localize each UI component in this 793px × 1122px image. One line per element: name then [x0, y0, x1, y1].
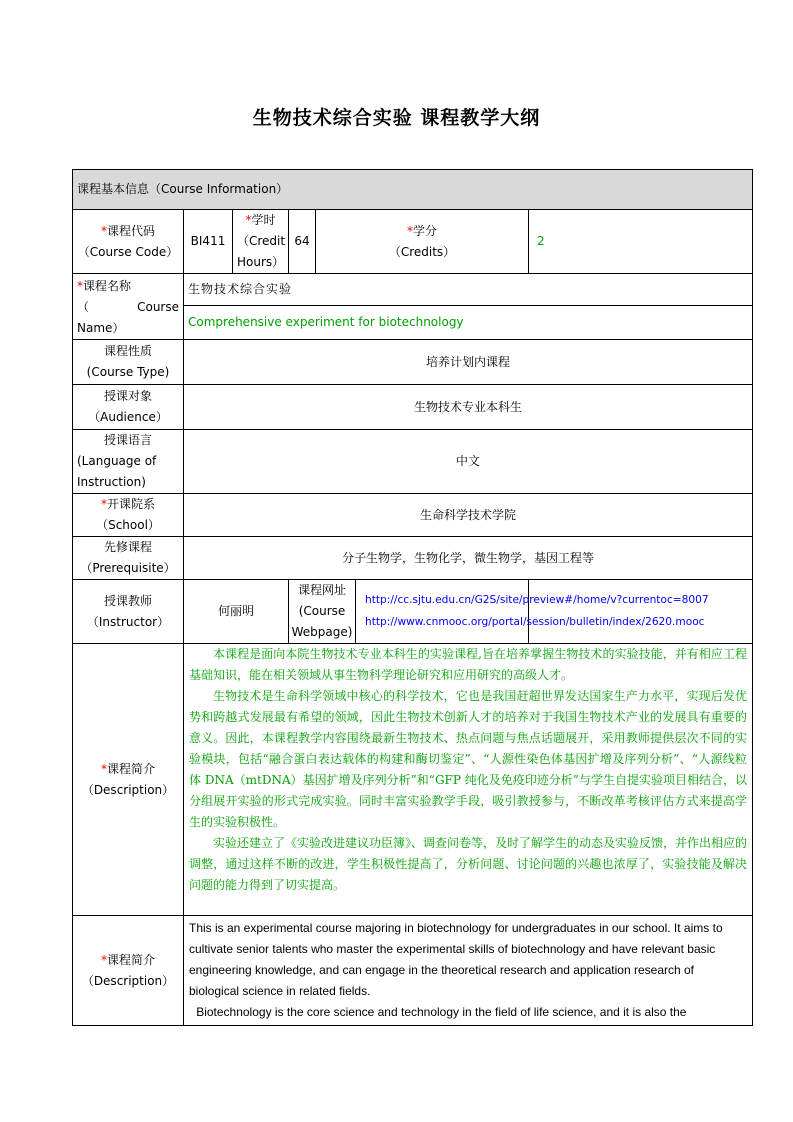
webpage-label-zh: 课程网址	[297, 583, 346, 597]
description-en-paragraph: Biotechnology is the core science and technology in the field of life science, and it is also the	[196, 1005, 687, 1019]
description-zh-paragraph: 实验还建立了《实验改进建议功臣簿》、调查问卷等，及时了解学生的动态及实验反馈，并作出相应的调整，通过这样不断的改进，学生积极性提高了，分析问题、讨论问题的兴趣也浓厚了，实验技能及解决问题的能力得到了切实提高。	[189, 836, 748, 892]
webpage-link-2[interactable]: http://www.cnmooc.org/portal/session/bulletin/index/2620.mooc	[365, 616, 705, 628]
language-label	[73, 430, 184, 494]
course-type-row	[73, 340, 753, 385]
description-zh-row	[73, 644, 753, 916]
prerequisite-label	[73, 537, 184, 580]
language-value: 中文	[184, 430, 753, 494]
language-label-en1: (Language of	[77, 454, 157, 468]
credits-value: 2	[529, 210, 753, 274]
description-en-label	[73, 916, 184, 1026]
prerequisite-value: 分子生物学，生物化学，微生物学，基因工程等	[184, 537, 753, 580]
credit-hours-label-zh: 学时	[251, 213, 276, 227]
required-mark: *	[100, 952, 107, 967]
instructor-label	[73, 580, 184, 644]
required-mark: *	[406, 223, 413, 238]
description-en-text	[184, 916, 753, 1026]
course-info-table	[72, 169, 753, 1026]
language-label-zh: 授课语言	[103, 433, 152, 447]
course-name-row-cn	[73, 274, 753, 306]
course-type-label-en: (Course Type)	[86, 365, 170, 379]
required-mark: *	[100, 497, 107, 511]
instructor-value: 何丽明	[184, 580, 289, 644]
description-zh-label	[73, 644, 184, 916]
webpage-label-en2: Webpage)	[291, 625, 353, 639]
course-type-value: 培养计划内课程	[184, 340, 753, 385]
credit-hours-value: 64	[289, 210, 316, 274]
credit-hours-label-en1: （Credit	[237, 234, 286, 248]
required-mark: *	[100, 223, 107, 238]
document-title: 生物技术综合实验 课程教学大纲	[252, 107, 541, 129]
course-code-label-en: （Course Code）	[77, 244, 179, 259]
course-name-label-en2: Course	[137, 300, 179, 314]
credit-hours-label	[233, 210, 289, 274]
description-label-en: （Description）	[81, 973, 175, 988]
audience-row	[73, 385, 753, 430]
language-row	[73, 430, 753, 494]
course-code-label-zh: 课程代码	[106, 223, 155, 238]
description-label-en: （Description）	[81, 782, 175, 797]
audience-value: 生物技术专业本科生	[184, 385, 753, 430]
course-code-row	[73, 210, 753, 274]
audience-label-en: （Audience）	[88, 410, 168, 424]
description-en-paragraph: This is an experimental course majoring in biotechnology for undergraduates in our school. It aims to cultivate senior talents who master the experimental skills of biotechnology and have relevant basic engineering knowledge, and can engage in the theoretical research and application research of biological science in related fields.	[189, 921, 723, 998]
description-en-row	[73, 916, 753, 1026]
description-zh-paragraph: 生物技术是生命科学领域中核心的科学技术，它也是我国赶超世界发达国家生产力水平，实现后发优势和跨越式发展最有希望的领域，因此生物技术创新人才的培养对于我国生物技术产业的发展具有重要的意义。因此，本课程教学内容围绕最新生物技术、热点问题与焦点话题展开，采用教师提供层次不同的实验模块，包括“融合蛋白表达载体的构建和酶切鉴定”、“人源性染色体基因扩增及序列分析”、“人源线粒体 DNA（mtDNA）基因扩增及序列分析”和“GFP 纯化及免疫印迹分析”与学生自提实验项目相结合，以分组展开实验的形式完成实验。同时丰富实验教学手段，吸引教授参与，不断改革考核评估方式来提高学生的实验积极性。	[189, 689, 748, 829]
audience-label-zh: 授课对象	[103, 389, 152, 403]
course-name-label-en3: Name）	[77, 321, 125, 335]
prerequisite-label-zh: 先修课程	[103, 540, 152, 554]
course-name-en-value: Comprehensive experiment for biotechnology	[184, 306, 753, 340]
prerequisite-row	[73, 537, 753, 580]
school-row	[73, 494, 753, 537]
webpage-label-en1: (Course	[298, 604, 346, 618]
school-value: 生命科学技术学院	[184, 494, 753, 537]
school-label-en: （School）	[96, 518, 160, 532]
instructor-label-en: （Instructor）	[86, 614, 170, 629]
section-header-row	[73, 170, 753, 210]
school-label-zh: 开课院系	[106, 497, 155, 511]
section-header: 课程基本信息（Course Information）	[73, 170, 753, 210]
description-label-zh: 课程简介	[106, 952, 155, 967]
credit-hours-label-en2: Hours）	[237, 255, 285, 269]
instructor-label-zh: 授课教师	[103, 593, 152, 608]
webpage-links	[365, 580, 753, 644]
credits-label-zh: 学分	[412, 223, 437, 238]
course-name-label	[73, 274, 184, 340]
webpage-link-1[interactable]: http://cc.sjtu.edu.cn/G2S/site/preview#/home/v?currentoc=8007	[365, 594, 709, 606]
credits-label-en: （Credits）	[388, 244, 456, 259]
course-type-label	[73, 340, 184, 385]
course-name-label-zh: 课程名称	[83, 279, 132, 293]
description-zh-text	[184, 644, 753, 916]
required-mark: *	[245, 213, 252, 227]
course-type-label-zh: 课程性质	[103, 344, 152, 358]
audience-label	[73, 385, 184, 430]
course-name-label-en1: （	[77, 300, 90, 314]
course-name-cn-value: 生物技术综合实验	[184, 274, 753, 306]
instructor-row	[73, 580, 753, 644]
language-label-en2: Instruction)	[77, 475, 146, 489]
course-code-label	[73, 210, 184, 274]
required-mark: *	[77, 279, 83, 293]
school-label	[73, 494, 184, 537]
required-mark: *	[100, 761, 107, 776]
description-label-zh: 课程简介	[106, 761, 155, 776]
prerequisite-label-en: （Prerequisite）	[80, 561, 176, 575]
course-code-value: BI411	[184, 210, 233, 274]
webpage-label	[289, 580, 356, 643]
description-zh-paragraph: 本课程是面向本院生物技术专业本科生的实验课程,旨在培养掌握生物技术的实验技能，并有相应工程基础知识，能在相关领域从事生物科学理论研究和应用研究的高级人才。	[189, 647, 748, 682]
credits-label	[316, 210, 529, 274]
